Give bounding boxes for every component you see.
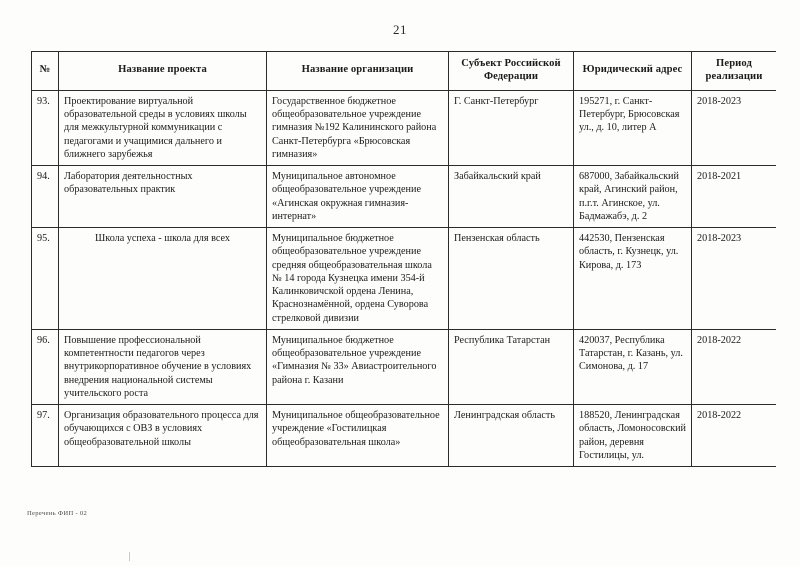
cell-region: Пензенская область: [449, 228, 574, 330]
cell-organization: Муниципальное автономное общеобразовательное учреждение «Агинская окружная гимназия-интернат»: [267, 166, 449, 228]
table-row: [32, 329, 777, 404]
cell-number: 97.: [32, 405, 59, 467]
table-row: [32, 166, 777, 228]
table-row: [32, 90, 777, 165]
column-header-address: Юридический адрес: [574, 52, 692, 91]
cell-address: 420037, Республика Татарстан, г. Казань, ул. Симонова, д. 17: [574, 329, 692, 404]
cell-region: Забайкальский край: [449, 166, 574, 228]
cell-organization: Муниципальное общеобразовательное учреждение «Гостилицкая общеобразовательная школа»: [267, 405, 449, 467]
column-header-number: №: [32, 52, 59, 91]
scan-artifact-mark: [129, 552, 130, 561]
cell-project: Проектирование виртуальной образовательной среды в условиях школы для межкультурной коммуникации с педагогами и учащимися дальнего и ближнего зарубежья: [59, 90, 267, 165]
cell-region: Ленинградская область: [449, 405, 574, 467]
column-header-period: Период реализации: [692, 52, 777, 91]
cell-address: 442530, Пензенская область, г. Кузнецк, ул. Кирова, д. 173: [574, 228, 692, 330]
cell-address: 195271, г. Санкт-Петербург, Брюсовская ул., д. 10, литер А: [574, 90, 692, 165]
projects-table: [31, 51, 776, 467]
cell-organization: Муниципальное бюджетное общеобразовательное учреждение средняя общеобразовательная школа № 14 города Кузнецка имени 354-й Калинковичской ордена Ленина, Краснознамённой, ордена Суворова стрелковой дивизии: [267, 228, 449, 330]
table-header-row: [32, 52, 777, 91]
cell-period: 2018-2022: [692, 405, 777, 467]
column-header-region: Субъект Российской Федерации: [449, 52, 574, 91]
cell-project: Школа успеха - школа для всех: [59, 228, 267, 330]
cell-number: 93.: [32, 90, 59, 165]
table-body: [32, 90, 777, 466]
cell-organization: Муниципальное бюджетное общеобразовательное учреждение «Гимназия № 33» Авиастроительного района г. Казани: [267, 329, 449, 404]
table-viewport: [31, 51, 776, 497]
cell-number: 95.: [32, 228, 59, 330]
cell-organization: Государственное бюджетное общеобразовательное учреждение гимназия №192 Калининского района Санкт-Петербурга «Брюсовская гимназия»: [267, 90, 449, 165]
page-number: 21: [393, 22, 407, 37]
cell-period: 2018-2023: [692, 228, 777, 330]
column-header-project: Название проекта: [59, 52, 267, 91]
cell-number: 94.: [32, 166, 59, 228]
cell-region: Г. Санкт-Петербург: [449, 90, 574, 165]
table-header: [32, 52, 777, 91]
table-row: [32, 405, 777, 467]
cell-period: 2018-2022: [692, 329, 777, 404]
footer-document-code: Перечень ФИП - 02: [27, 510, 88, 517]
cell-region: Республика Татарстан: [449, 329, 574, 404]
column-header-organization: Название организации: [267, 52, 449, 91]
cell-period: 2018-2023: [692, 90, 777, 165]
cell-project: Организация образовательного процесса для обучающихся с ОВЗ в условиях общеобразовательной школы: [59, 405, 267, 467]
cell-address: 188520, Ленинградская область, Ломоносовский район, деревня Гостилицы, ул.: [574, 405, 692, 467]
cell-address: 687000, Забайкальский край, Агинский район, п.г.т. Агинское, ул. Бадмажабэ, д. 2: [574, 166, 692, 228]
cell-project: Лаборатория деятельностных образовательных практик: [59, 166, 267, 228]
cell-project: Повышение профессиональной компетентности педагогов через внутрикорпоративное обучение в условиях внедрения национальной системы учительского роста: [59, 329, 267, 404]
table-row: [32, 228, 777, 330]
cell-period: 2018-2021: [692, 166, 777, 228]
cell-number: 96.: [32, 329, 59, 404]
